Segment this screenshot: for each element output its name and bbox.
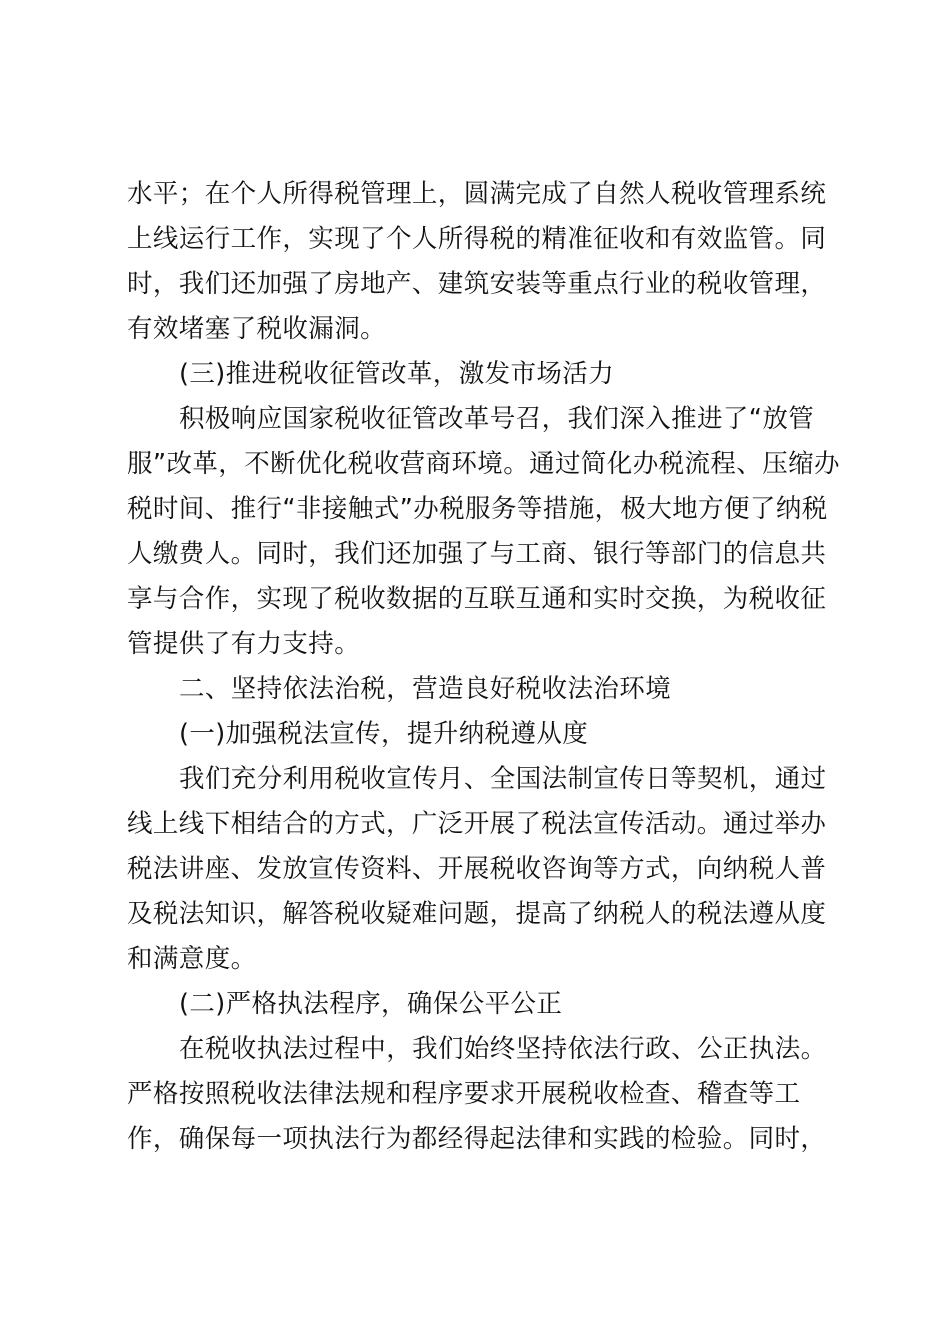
section-heading: (二)严格执法程序，确保公平公正 <box>179 989 563 1019</box>
text-line: 时，我们还加强了房地产、建筑安装等重点行业的税收管理， <box>127 269 827 299</box>
chapter-heading: 二、坚持依法治税，营造良好税收法治环境 <box>179 674 672 704</box>
text-line: 税时间、推行“非接触式”办税服务等措施，极大地方便了纳税 <box>127 494 828 524</box>
text-line: 管提供了有力支持。 <box>127 629 361 659</box>
text-line: 严格按照税收法律法规和程序要求开展税收检查、稽查等工 <box>127 1079 801 1109</box>
text-line: 享与合作，实现了税收数据的互联互通和实时交换，为税收征 <box>127 584 827 614</box>
paragraph-first-line: 我们充分利用税收宣传月、全国法制宣传日等契机，通过 <box>179 764 827 794</box>
text-line: 和满意度。 <box>127 944 257 974</box>
text-line: 人缴费人。同时，我们还加强了与工商、银行等部门的信息共 <box>127 539 827 569</box>
text-line: 上线运行工作，实现了个人所得税的精准征收和有效监管。同 <box>127 224 827 254</box>
paragraph-first-line: 积极响应国家税收征管改革号召，我们深入推进了“放管 <box>179 404 815 434</box>
text-line: 线上线下相结合的方式，广泛开展了税法宣传活动。通过举办 <box>127 809 827 839</box>
text-line: 水平；在个人所得税管理上，圆满完成了自然人税收管理系统 <box>127 179 827 209</box>
text-line: 税法讲座、发放宣传资料、开展税收咨询等方式，向纳税人普 <box>127 854 827 884</box>
text-line: 作，确保每一项执法行为都经得起法律和实践的检验。同时， <box>127 1124 827 1154</box>
section-heading: (一)加强税法宣传，提升纳税遵从度 <box>179 719 589 749</box>
paragraph-first-line: 在税收执法过程中，我们始终坚持依法行政、公正执法。 <box>179 1034 827 1064</box>
section-heading: (三)推进税收征管改革，激发市场活力 <box>179 359 615 389</box>
text-line: 服”改革，不断优化税收营商环境。通过简化办税流程、压缩办 <box>127 449 840 479</box>
document-body <box>127 172 840 1162</box>
text-line: 有效堵塞了税收漏洞。 <box>127 314 387 344</box>
text-line: 及税法知识，解答税收疑难问题，提高了纳税人的税法遵从度 <box>127 899 827 929</box>
